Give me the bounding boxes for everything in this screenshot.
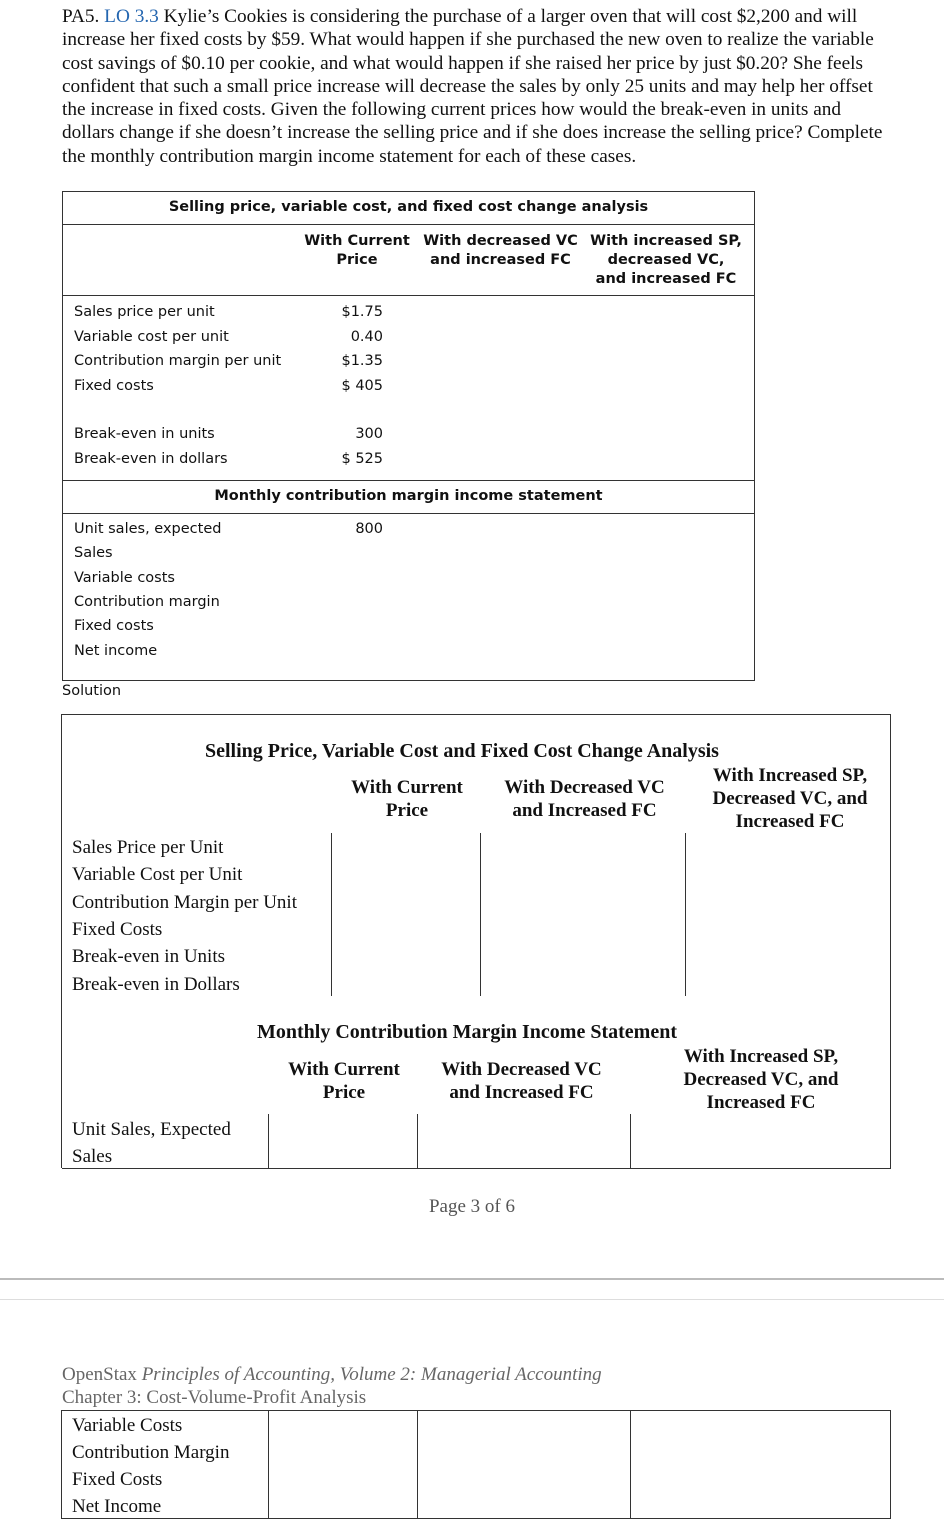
column-rule [630,1114,631,1169]
row-value: $1.75 [341,304,383,320]
column-rule [268,1114,269,1169]
exercise-table-title: Selling price, variable cost, and fixed cost change analysis [168,199,649,215]
row-value: $1.35 [341,353,383,369]
problem-statement [62,5,892,168]
solution-label: Solution [62,683,122,699]
source-publisher: OpenStax [62,1364,142,1385]
sol-income-col-decreased-vc: With Decreased VC and Increased FC [441,1059,602,1103]
row-value: $ 405 [341,378,383,394]
column-rule [331,833,332,996]
column-rule [685,833,686,996]
income-row-label: Net income [74,643,158,659]
exercise-table [62,191,755,681]
row-label: Break-even in dollars [74,451,228,467]
page-number: Page 3 of 6 [428,1196,515,1217]
problem-text: Kylie’s Cookies is considering the purchase of a larger oven that will cost $2,200 and will increase her fixed costs by $59. What would happen if she purchased the new oven to realize the variable cost savings of $0.10 per cookie, and what would happen if she raised her price by just $0.20? She feels confident that such a small price increase will decrease the sales by only 25 units and may help her offset the increase in fixed costs. Given the following current prices how would the break-even in units and dollars change if she doesn’t increase the selling price and if she does increase the selling price? Complete the monthly contribution margin income statement for each of these cases. [62,6,883,167]
sol-row-label: Break-even in Units [72,946,226,967]
income-statement-title: Monthly contribution margin income statement [214,488,603,504]
page-separator [0,1278,944,1280]
sol-col-header-decreased-vc: With Decreased VC and Increased FC [504,777,665,821]
page-header-source [62,1363,602,1409]
column-rule [480,833,481,996]
divider [63,295,754,296]
column-rule [417,1411,418,1518]
source-line-1 [62,1363,602,1386]
col-header-current-price: With Current Price [304,233,410,268]
learning-objective-link[interactable]: LO 3.3 [104,6,159,27]
sol-row-label: Break-even in Dollars [72,974,240,995]
row-value: $ 525 [341,451,383,467]
sol-col-header-current-price: With Current Price [351,777,463,821]
sol-row-label: Contribution Margin per Unit [72,892,297,913]
row-value: 0.40 [350,329,383,345]
continued-income-table [61,1410,891,1519]
source-chapter: Chapter 3: Cost-Volume-Profit Analysis [62,1387,367,1408]
source-book-title: Principles of Accounting, Volume 2: Managerial Accounting [141,1364,602,1385]
cont-row-label: Net Income [72,1496,162,1517]
problem-id: PA5. [62,6,100,27]
income-row-label: Fixed costs [74,618,154,634]
sol-income-row-label: Sales [72,1146,113,1167]
column-rule [268,1411,269,1518]
cont-row-label: Variable Costs [72,1415,183,1436]
page-separator [0,1299,944,1300]
income-row-label: Unit sales, expected [74,521,222,537]
col-header-decreased-vc: With decreased VC and increased FC [423,233,578,268]
sol-col-header-increased-sp: With Increased SP, Decreased VC, and Increased FC [712,765,868,832]
row-label: Fixed costs [74,378,154,394]
row-label: Break-even in units [74,426,215,442]
col-header-increased-sp: With increased SP, decreased VC, and increased FC [590,233,742,287]
cont-row-label: Contribution Margin [72,1442,230,1463]
sol-row-label: Variable Cost per Unit [72,864,243,885]
row-value: 300 [355,426,383,442]
row-label: Contribution margin per unit [74,353,282,369]
sol-row-label: Fixed Costs [72,919,163,940]
solution-table [61,714,891,1168]
row-label: Variable cost per unit [74,329,229,345]
sol-row-label: Sales Price per Unit [72,837,224,858]
solution-table-title: Selling Price, Variable Cost and Fixed Cost Change Analysis [205,740,719,762]
cont-row-label: Fixed Costs [72,1469,163,1490]
column-rule [630,1411,631,1518]
sol-income-col-current-price: With Current Price [288,1059,400,1103]
income-row-value: 800 [355,521,383,537]
row-label: Sales price per unit [74,304,215,320]
sol-income-col-increased-sp: With Increased SP, Decreased VC, and Increased FC [683,1046,839,1113]
income-row-label: Variable costs [74,570,175,586]
sol-income-row-label: Unit Sales, Expected [72,1119,231,1140]
divider [63,480,754,481]
divider [63,224,754,225]
column-rule [417,1114,418,1169]
income-row-label: Sales [74,545,113,561]
table-bottom-rule [62,1168,891,1169]
divider [63,513,754,514]
income-row-label: Contribution margin [74,594,220,610]
sol-income-statement-title: Monthly Contribution Margin Income Statement [257,1021,677,1043]
